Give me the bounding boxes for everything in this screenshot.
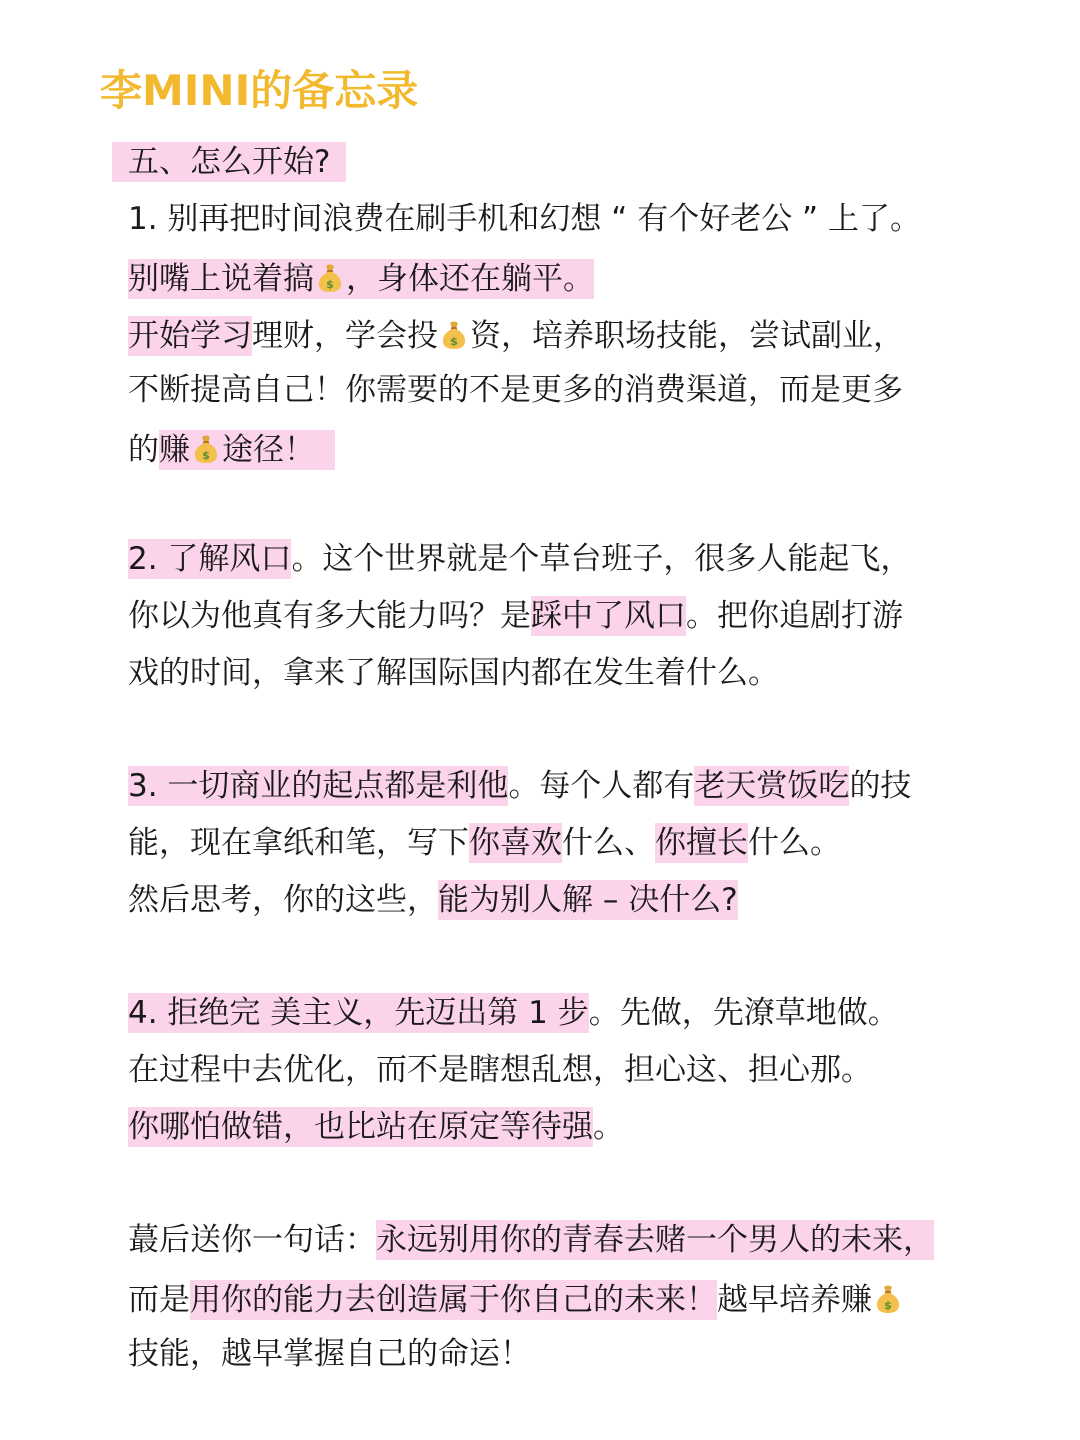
s1-line-4: 不断提高自己！你需要的不是更多的消费渠道，而是更多 — [128, 372, 903, 408]
money-bag-icon — [316, 263, 344, 293]
s4-line-1: 4. 拒绝完 美主义，先迈出第 1 步。先做，先潦草地做。 — [128, 995, 899, 1031]
s1-line-5: 的赚 途径！ — [128, 430, 335, 470]
s4-line-3: 你哪怕做错，也比站在原定等待强。 — [128, 1109, 624, 1145]
s2-line-3: 戏的时间，拿来了解国际国内都在发生着什么。 — [128, 655, 779, 691]
money-bag-icon — [192, 434, 220, 464]
s3-line-2: 能，现在拿纸和笔，写下你喜欢什么、你擅长什么。 — [128, 825, 841, 861]
s5-line-3: 技能，越早掌握自己的命运！ — [128, 1336, 531, 1372]
s1-line-2: 别嘴上说着搞 ，身体还在躺平。 — [128, 261, 594, 297]
money-bag-icon — [440, 320, 468, 350]
s2-line-2: 你以为他真有多大能力吗？是踩中了风口。把你追剧打游 — [128, 598, 903, 634]
section-heading: 五、怎么开始? — [112, 142, 346, 182]
money-bag-icon — [874, 1284, 902, 1314]
s3-line-1: 3. 一切商业的起点都是利他。每个人都有老天赏饭吃的技 — [128, 768, 912, 804]
s5-line-2: 而是用你的能力去创造属于你自己的未来！越早培养赚 — [128, 1280, 904, 1320]
s1-line-1: 1. 别再把时间浪费在刷手机和幻想 “ 有个好老公 ” 上了。 — [128, 201, 921, 237]
s4-line-2: 在过程中去优化，而不是瞎想乱想，担心这、担心那。 — [128, 1052, 872, 1088]
s2-line-1: 2. 了解风口。这个世界就是个草台班子，很多人能起飞， — [128, 541, 912, 577]
s5-line-1: 蕞后送你一句话：永远别用你的青春去赌一个男人的未来， — [128, 1222, 934, 1258]
page-title: 李MINI的备忘录 — [100, 66, 419, 115]
s3-line-3: 然后思考，你的这些，能为别人解 – 决什么? — [128, 882, 738, 918]
s1-line-3: 开始学习理财，学会投 资，培养职场技能，尝试副业， — [128, 318, 904, 354]
